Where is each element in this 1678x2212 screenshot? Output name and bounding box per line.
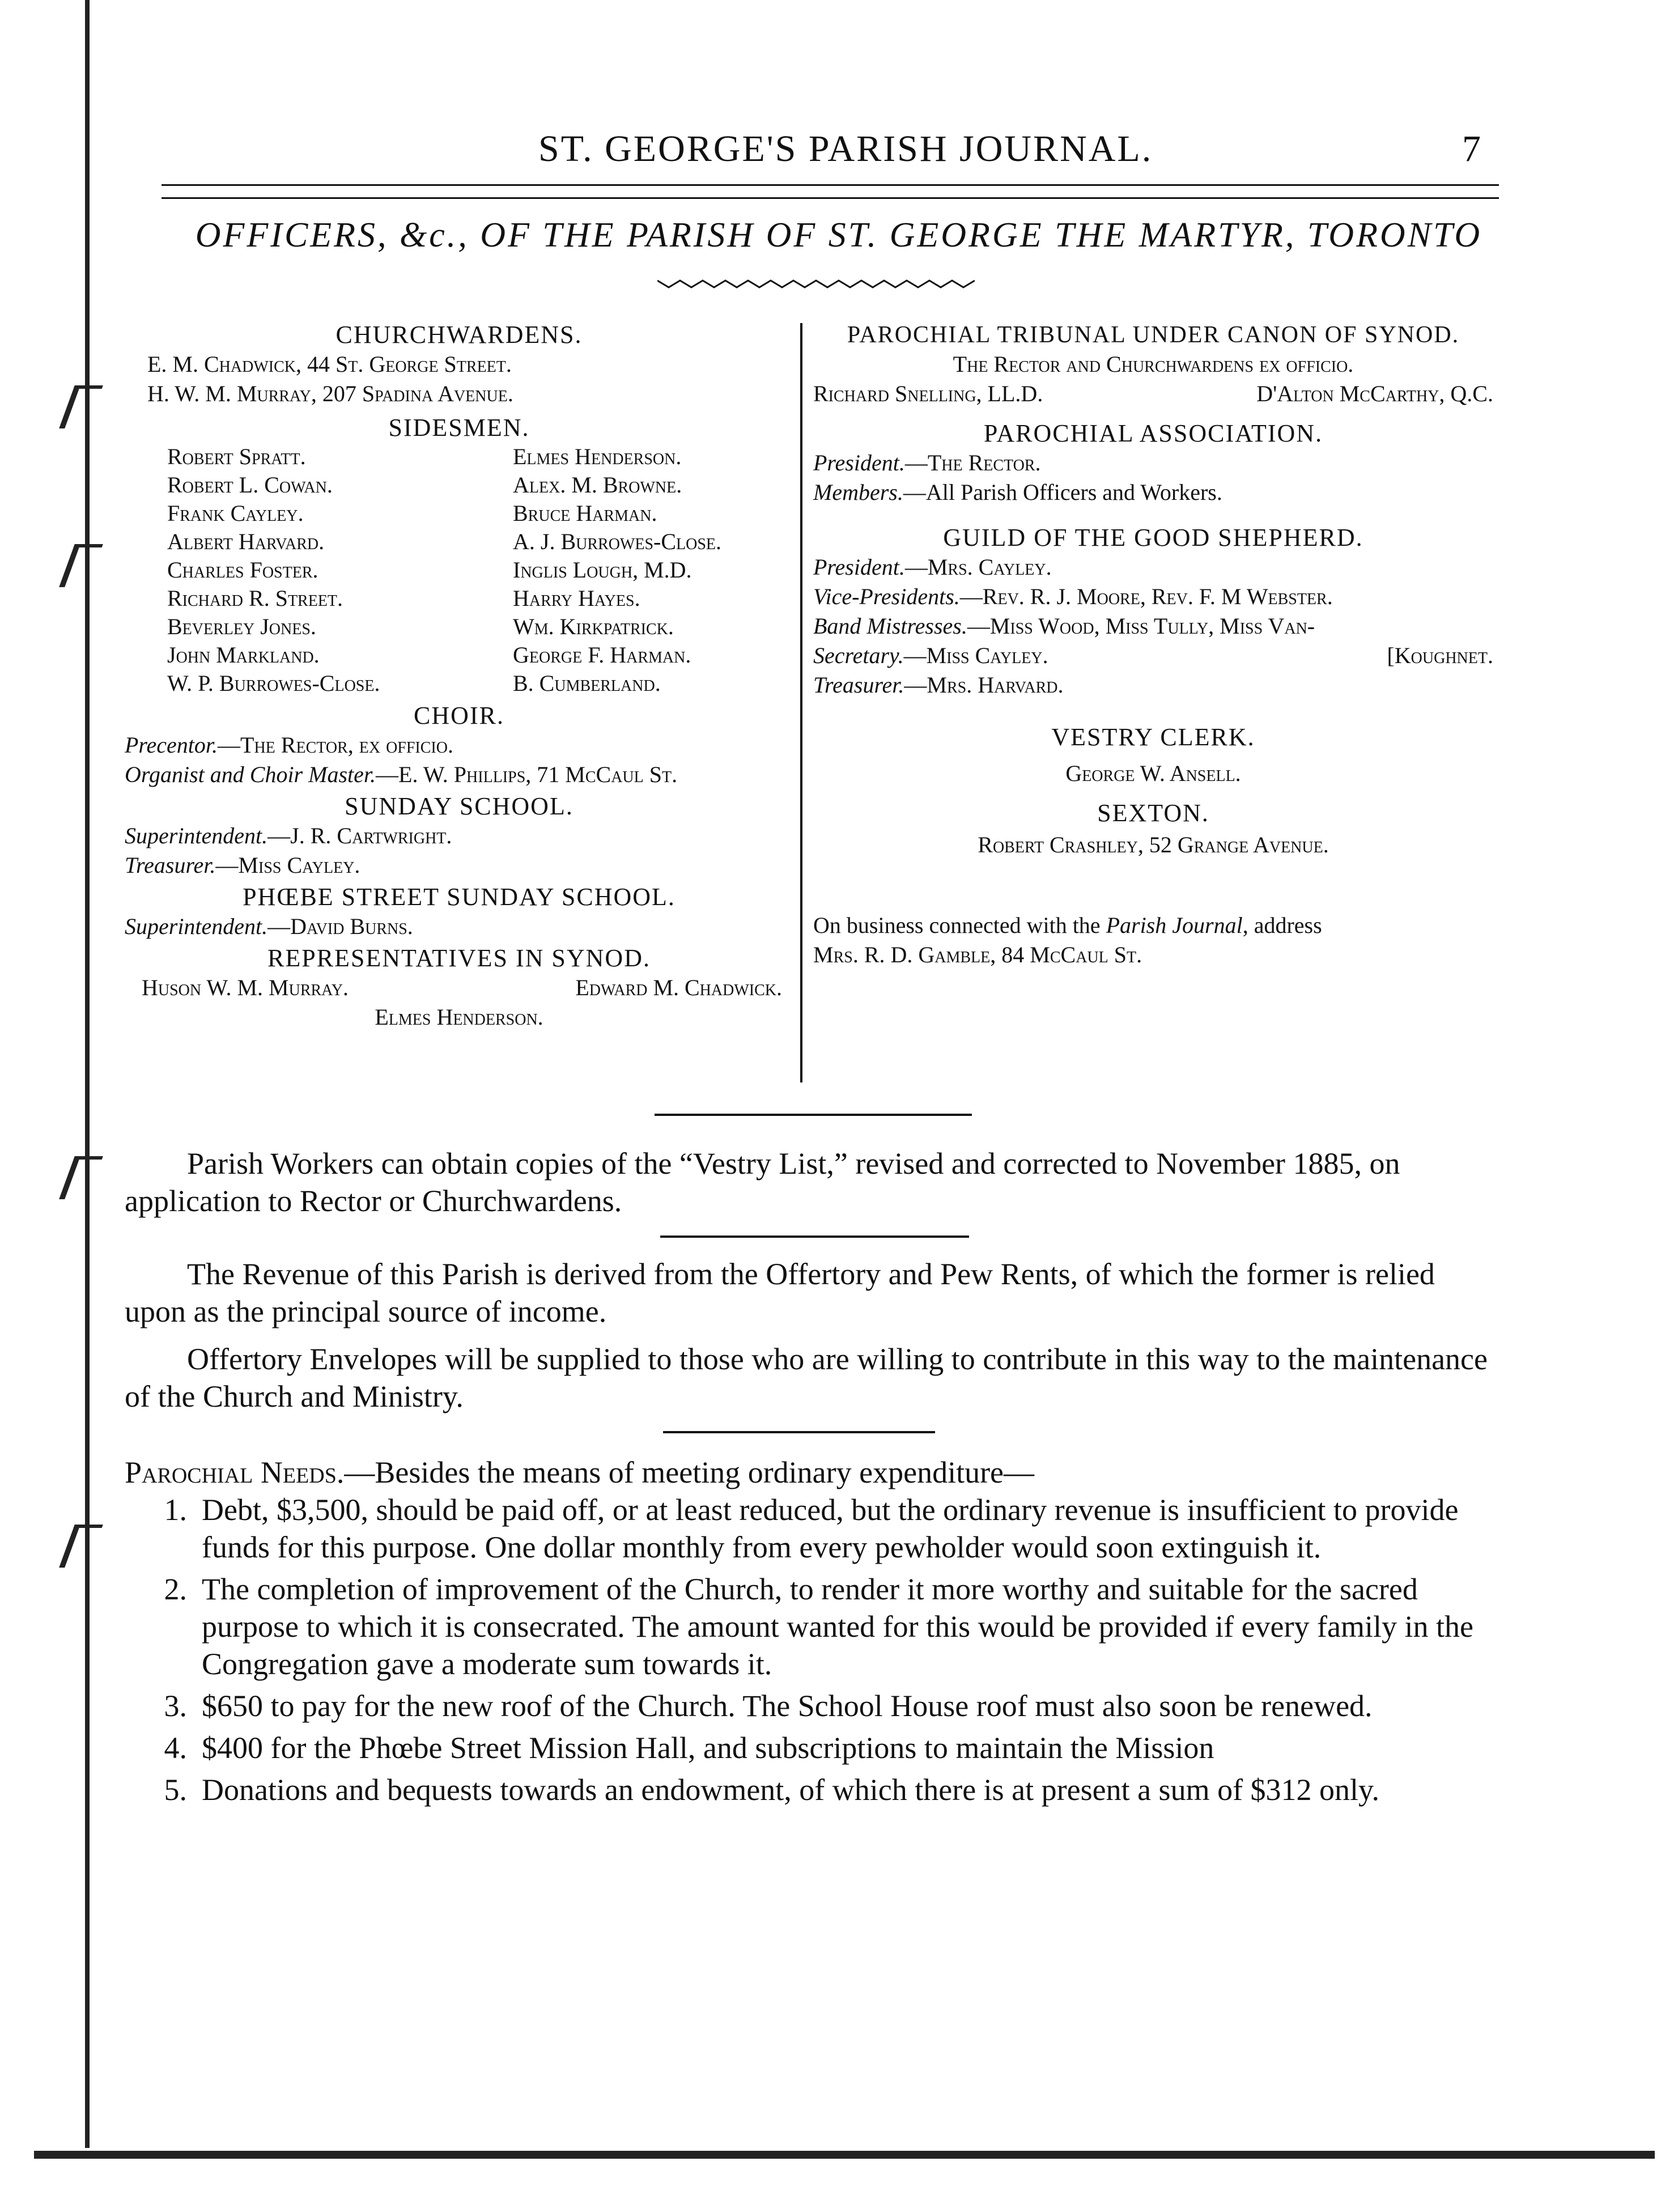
vestry-clerk-name: George W. Ansell. — [1065, 761, 1241, 786]
phoebe-school-heading: PHŒBE STREET SUNDAY SCHOOL. — [243, 883, 676, 911]
guild-treasurer — [813, 670, 1493, 700]
association-president — [813, 448, 1493, 478]
binding-tick — [59, 385, 103, 428]
guild-band-label: Band Mistresses. — [813, 613, 967, 639]
precentor-label: Precentor. — [125, 732, 218, 758]
needs-label: Parochial Needs. — [125, 1455, 345, 1489]
guild-treasurer-label: Treasurer. — [813, 672, 904, 698]
synod-representative: Huson W. M. Murray. — [142, 975, 349, 1000]
precentor-entry — [125, 731, 793, 760]
sidesman-name: A. J. Burrowes-Close. — [513, 529, 722, 554]
organist-entry — [125, 760, 793, 789]
tribunal-names — [813, 379, 1493, 409]
sidesman-name: Wm. Kirkpatrick. — [513, 614, 674, 639]
paragraph-text: Offertory Envelopes will be supplied to those who are willing to contribute in this way to the maintenance of the Church and Ministry. — [125, 1342, 1488, 1413]
list-item — [125, 1570, 1502, 1683]
synod-representative: Elmes Henderson. — [375, 1004, 543, 1030]
section-rule — [655, 1114, 972, 1116]
envelopes-paragraph — [125, 1340, 1502, 1415]
vestry-list-paragraph — [125, 1145, 1502, 1220]
superintendent-label: Superintendent. — [125, 823, 268, 848]
phoebe-superintendent-entry — [125, 912, 793, 941]
guild-treasurer-value: —Mrs. Harvard. — [904, 672, 1064, 698]
column-divider — [800, 323, 802, 1082]
item-number: 2. — [164, 1572, 187, 1606]
list-item — [125, 1687, 1502, 1725]
item-number: 5. — [164, 1773, 187, 1807]
sidesman-name: Harry Hayes. — [513, 585, 640, 611]
guild-band-continuation: [Koughnet. — [1387, 643, 1493, 668]
superintendent-value: —J. R. Cartwright. — [267, 823, 452, 848]
running-header: ST. GEORGE'S PARISH JOURNAL. — [538, 128, 1153, 169]
officers-left-column — [125, 320, 793, 1032]
parochial-needs — [125, 1454, 1502, 1813]
sidesman-name: John Markland. — [167, 642, 320, 668]
sidesman-name: Robert L. Cowan. — [167, 472, 333, 498]
sidesman-name: Elmes Henderson. — [513, 444, 682, 469]
guild-secretary — [813, 641, 1493, 670]
association-members — [813, 478, 1493, 507]
guild-vice-presidents — [813, 582, 1493, 612]
sidesman-name: George F. Harman. — [513, 642, 691, 668]
tribunal-name: D'Alton McCarthy, Q.C. — [1256, 381, 1493, 406]
paragraph-text: The Revenue of this Parish is derived from the Offertory and Pew Rents, of which the former is relied upon as the principal source of income. — [125, 1257, 1435, 1328]
business-text: On business connected with the — [813, 912, 1106, 938]
guild-band-mistresses — [813, 612, 1493, 641]
sidesman-name: Inglis Lough, M.D. — [513, 557, 692, 583]
journal-name: Parish Journal — [1106, 912, 1243, 938]
sidesman-name: Charles Foster. — [167, 557, 318, 583]
association-heading: PAROCHIAL ASSOCIATION. — [983, 419, 1323, 447]
page-number: 7 — [1462, 128, 1481, 169]
tribunal-members: The Rector and Churchwardens ex officio. — [953, 351, 1354, 377]
guild-vice-label: Vice-Presidents. — [813, 584, 960, 609]
sidesman-name: Albert Harvard. — [167, 529, 325, 554]
officers-right-column — [813, 320, 1493, 970]
guild-president-label: President. — [813, 554, 905, 580]
sidesman-name: Bruce Harman. — [513, 500, 657, 526]
precentor-value: —The Rector, ex officio. — [218, 732, 453, 758]
guild-secretary-value: —Miss Cayley. — [903, 643, 1048, 668]
binding-edge — [85, 0, 90, 2148]
revenue-paragraph — [125, 1255, 1502, 1330]
choir-heading: CHOIR. — [414, 702, 504, 729]
item-text: Donations and bequests towards an endowment, of which there is at present a sum of $312 only. — [202, 1773, 1380, 1807]
sidesman-name: Frank Cayley. — [167, 500, 304, 526]
association-members-label: Members. — [813, 479, 903, 505]
superintendent-entry — [125, 821, 793, 851]
business-text-end: , address — [1242, 912, 1322, 938]
tribunal-name: Richard Snelling, LL.D. — [813, 381, 1043, 406]
business-address: Mrs. R. D. Gamble, 84 McCaul St. — [813, 942, 1142, 967]
guild-vice-value: —Rev. R. J. Moore, Rev. F. M Webster. — [959, 584, 1333, 609]
sunday-school-heading: SUNDAY SCHOOL. — [345, 792, 574, 820]
sexton-heading: SEXTON. — [1097, 799, 1209, 827]
treasurer-label: Treasurer. — [125, 852, 216, 878]
phoebe-superintendent-label: Superintendent. — [125, 914, 268, 939]
synod-heading: REPRESENTATIVES IN SYNOD. — [267, 944, 651, 972]
sidesman-name: W. P. Burrowes-Close. — [167, 670, 380, 696]
needs-intro-text: —Besides the means of meeting ordinary expenditure— — [344, 1455, 1035, 1489]
guild-band-value: —Miss Wood, Miss Tully, Miss Van- — [967, 613, 1315, 639]
item-number: 4. — [164, 1731, 187, 1765]
tribunal-heading: PAROCHIAL TRIBUNAL UNDER CANON OF SYNOD. — [847, 322, 1460, 348]
sidesman-name: Beverley Jones. — [167, 614, 316, 639]
business-notice — [813, 911, 1493, 940]
section-rule — [660, 1236, 969, 1238]
section-rule — [663, 1431, 935, 1433]
item-text: $650 to pay for the new roof of the Church. The School House roof must also soon be renewed. — [202, 1689, 1373, 1723]
association-president-value: —The Rector. — [904, 450, 1041, 475]
list-item — [125, 1729, 1502, 1767]
association-president-label: President. — [813, 450, 905, 475]
guild-president — [813, 553, 1493, 582]
sexton-name: Robert Crashley, 52 Grange Avenue. — [978, 832, 1329, 857]
item-number: 1. — [164, 1493, 187, 1527]
ornamental-rule — [657, 275, 975, 292]
list-item — [125, 1491, 1502, 1566]
list-item — [125, 1771, 1502, 1808]
sidesman-name: B. Cumberland. — [513, 670, 661, 696]
item-text: The completion of improvement of the Church, to render it more worthy and suitable for the sacred purpose to which it is consecrated. The amount wanted for this would be provided if every family in the Congregation gave a moderate sum towards it. — [202, 1572, 1473, 1681]
churchwardens-heading: CHURCHWARDENS. — [335, 321, 583, 349]
guild-secretary-label: Secretary. — [813, 643, 904, 668]
item-text: $400 for the Phœbe Street Mission Hall, and subscriptions to maintain the Mission — [202, 1731, 1214, 1765]
churchwarden-entry: E. M. Chadwick, 44 St. George Street. — [147, 351, 512, 377]
guild-heading: GUILD OF THE GOOD SHEPHERD. — [943, 524, 1363, 551]
vestry-clerk-heading: VESTRY CLERK. — [1051, 723, 1255, 751]
synod-representative: Edward M. Chadwick. — [575, 975, 782, 1000]
sidesmen-list — [125, 443, 793, 698]
treasurer-entry — [125, 851, 793, 880]
sidesman-name: Richard R. Street. — [167, 585, 343, 611]
association-members-value: —All Parish Officers and Workers. — [903, 479, 1222, 505]
sidesman-name: Alex. M. Browne. — [513, 472, 682, 498]
sidesmen-heading: SIDESMEN. — [388, 414, 530, 441]
guild-president-value: —Mrs. Cayley. — [904, 554, 1052, 580]
binding-tick — [59, 1525, 103, 1568]
phoebe-superintendent-value: —David Burns. — [267, 914, 413, 939]
page-title: OFFICERS, &c., OF THE PARISH OF ST. GEORGE THE MARTYR, TORONTO — [195, 216, 1482, 254]
synod-representatives — [125, 973, 793, 1003]
sidesman-name: Robert Spratt. — [167, 444, 306, 469]
organist-value: —E. W. Phillips, 71 McCaul St. — [376, 762, 678, 787]
binding-tick — [59, 1156, 103, 1199]
binding-tick — [59, 544, 103, 587]
treasurer-value: —Miss Cayley. — [215, 852, 360, 878]
needs-intro — [125, 1454, 1502, 1491]
header-rule — [162, 184, 1499, 199]
organist-label: Organist and Choir Master. — [125, 762, 376, 787]
needs-list — [125, 1491, 1502, 1808]
item-text: Debt, $3,500, should be paid off, or at least reduced, but the ordinary revenue is insufficient to provide funds for this purpose. One dollar monthly from every pewholder would soon extinguish it. — [202, 1493, 1459, 1564]
churchwarden-entry: H. W. M. Murray, 207 Spadina Avenue. — [147, 381, 513, 406]
item-number: 3. — [164, 1689, 187, 1723]
paragraph-text: Parish Workers can obtain copies of the “Vestry List,” revised and corrected to November 1885, on application to Rector or Churchwardens. — [125, 1147, 1400, 1218]
bottom-edge-rule — [34, 2151, 1655, 2159]
